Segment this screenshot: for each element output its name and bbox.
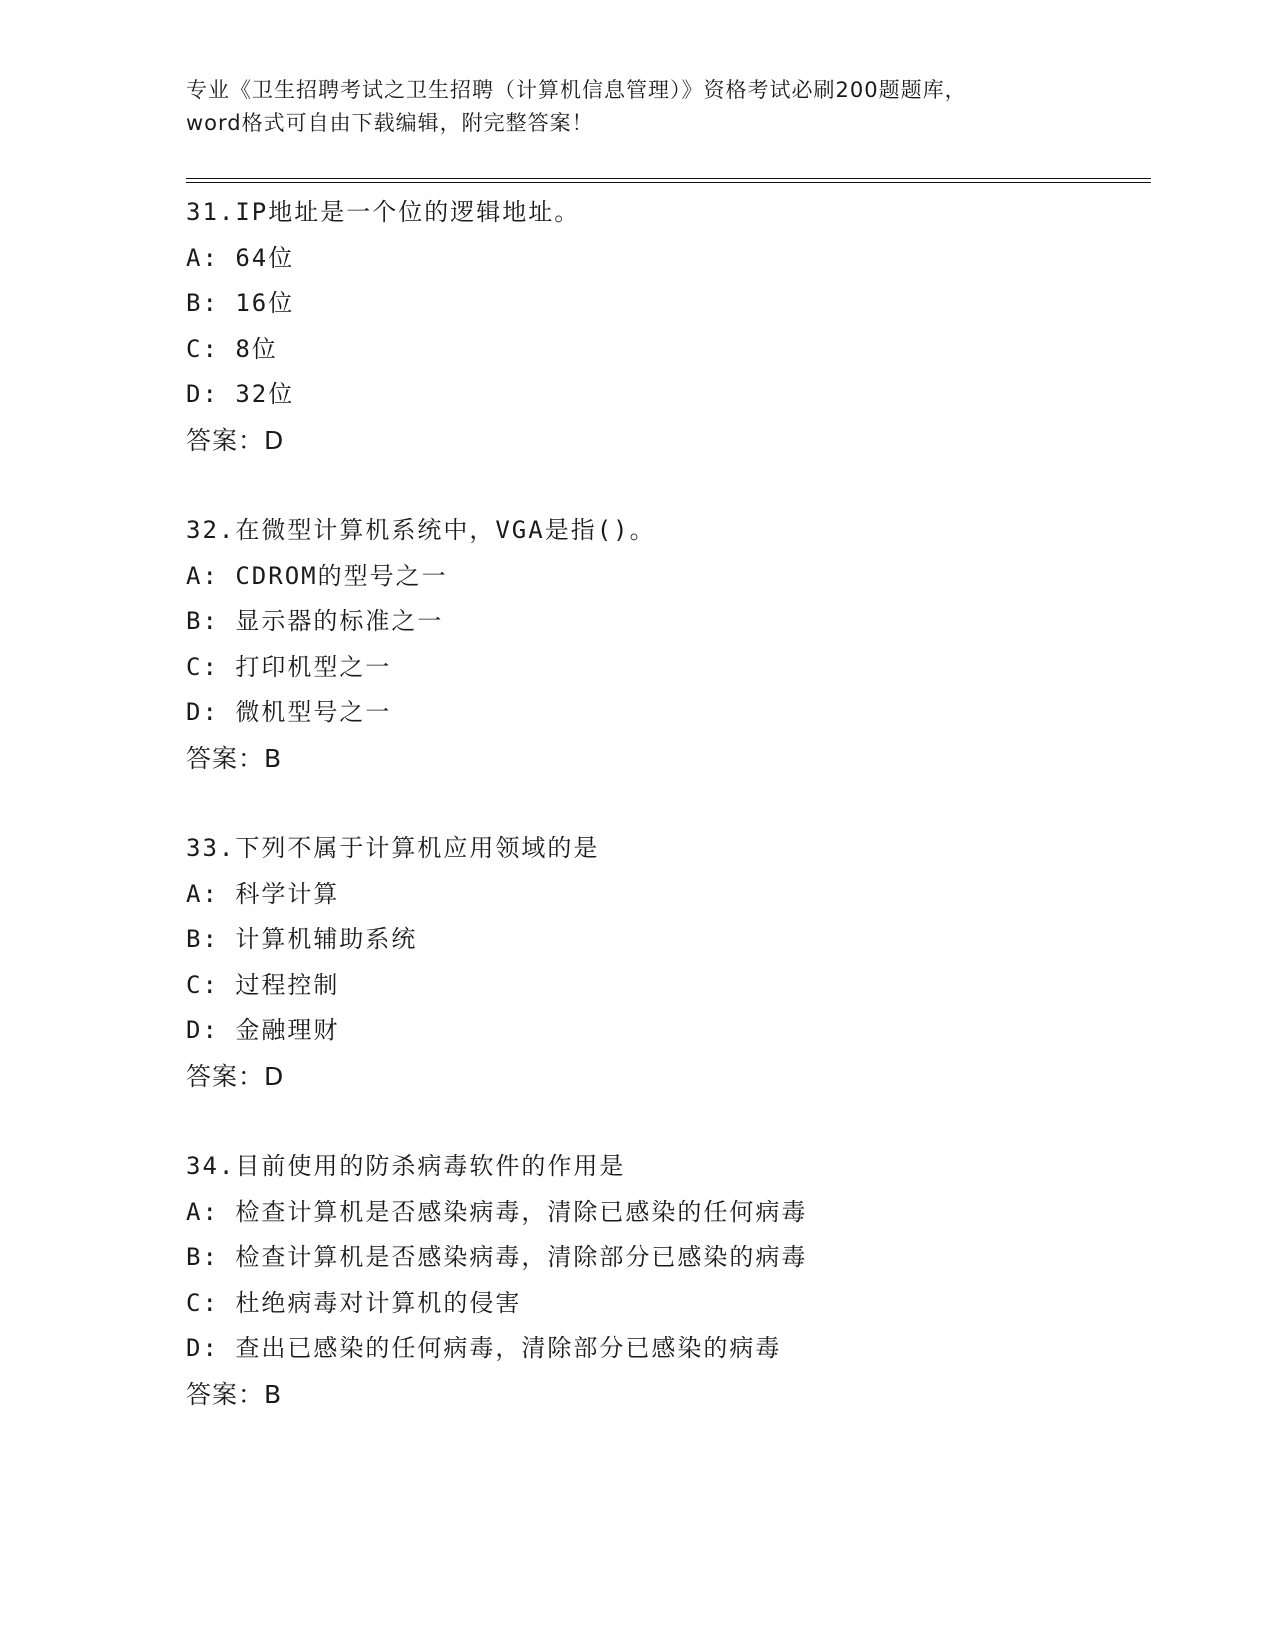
question-stem: 32.在微型计算机系统中，VGA是指()。 <box>186 516 656 544</box>
answer-line: 答案：D <box>186 425 285 455</box>
option-a: A: CDROM的型号之一 <box>186 561 448 590</box>
option-d: D: 32位 <box>186 380 295 408</box>
option-d: D: 查出已感染的任何病毒，清除部分已感染的病毒 <box>186 1334 782 1362</box>
option-b: B: 计算机辅助系统 <box>186 925 418 953</box>
answer-line: 答案：B <box>186 743 283 773</box>
option-a: A: 科学计算 <box>186 879 340 908</box>
question-33 <box>186 826 1151 1144</box>
question-32 <box>186 508 1151 826</box>
option-c: C: 过程控制 <box>186 970 340 999</box>
question-31 <box>186 190 1151 508</box>
question-34 <box>186 1144 1151 1462</box>
header-line-2: word格式可自由下载编辑，附完整答案！ <box>186 111 594 135</box>
header-line-1: 专业《卫生招聘考试之卫生招聘（计算机信息管理）》资格考试必刷200题题库， <box>186 78 967 102</box>
document-header <box>186 74 1086 140</box>
question-stem: 34.目前使用的防杀病毒软件的作用是 <box>186 1152 626 1180</box>
option-b: B: 16位 <box>186 289 295 317</box>
option-c: C: 打印机型之一 <box>186 652 392 681</box>
answer-line: 答案：D <box>186 1061 285 1091</box>
option-d: D: 微机型号之一 <box>186 698 392 726</box>
question-stem: 33.下列不属于计算机应用领域的是 <box>186 834 600 862</box>
answer-line: 答案：B <box>186 1379 283 1409</box>
option-a: A: 检查计算机是否感染病毒，清除已感染的任何病毒 <box>186 1197 808 1226</box>
option-c: C: 杜绝病毒对计算机的侵害 <box>186 1288 522 1317</box>
question-list <box>186 190 1151 1462</box>
double-divider <box>186 178 1151 183</box>
option-a: A: 64位 <box>186 243 295 272</box>
option-d: D: 金融理财 <box>186 1016 340 1044</box>
question-stem: 31.IP地址是一个位的逻辑地址。 <box>186 198 581 226</box>
option-c: C: 8位 <box>186 334 278 363</box>
option-b: B: 检查计算机是否感染病毒，清除部分已感染的病毒 <box>186 1243 808 1271</box>
option-b: B: 显示器的标准之一 <box>186 607 444 635</box>
